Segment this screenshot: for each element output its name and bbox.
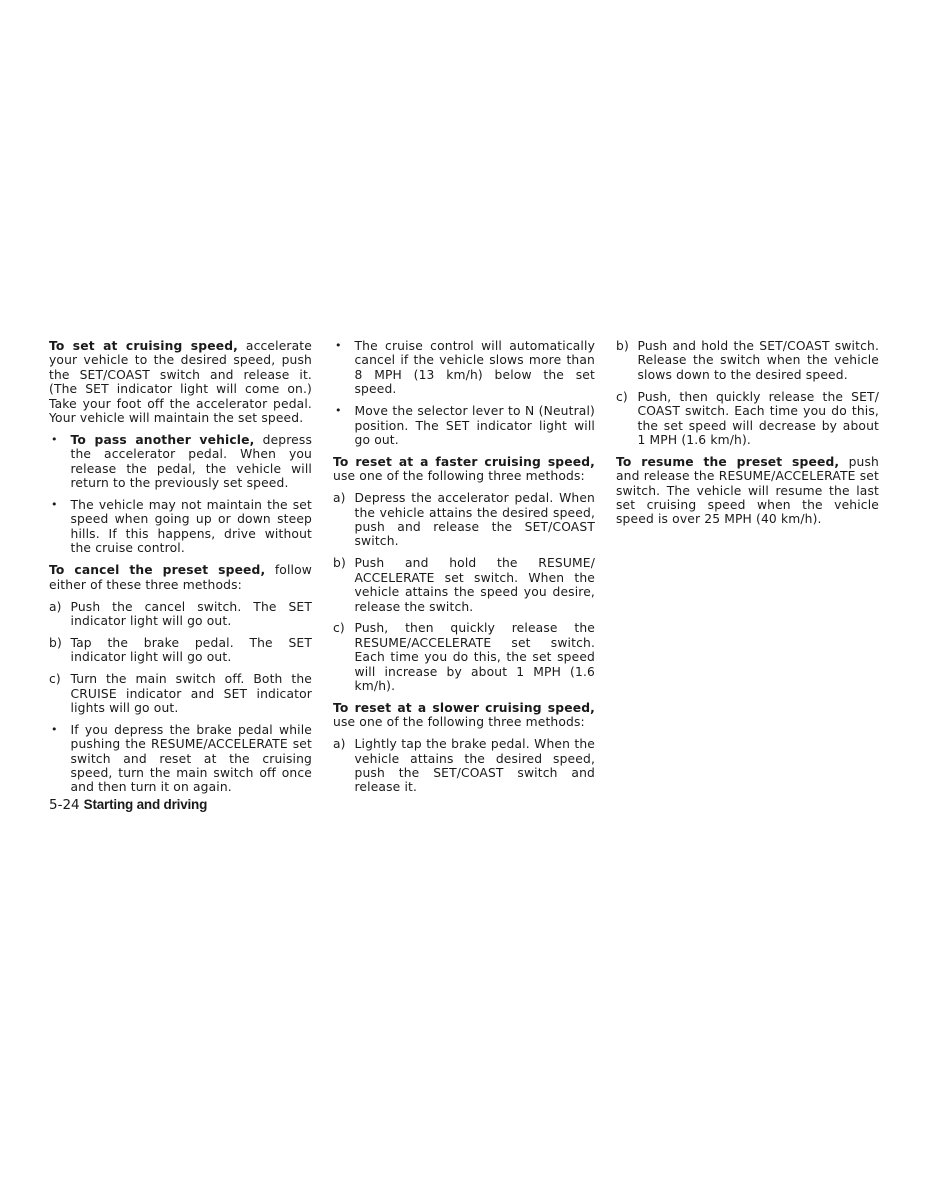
- bullet-text: depress the accelerator pedal. When you release the pedal, the vehicle will return to the previously set speed.: [70, 432, 313, 491]
- list-item-text: Push and hold the SET/COAST switch. Release the switch when the vehicle slows down to the desired speed.: [637, 339, 879, 382]
- bullet-item-selector-lever: [333, 404, 595, 447]
- list-marker: c): [49, 672, 61, 687]
- column-2: [333, 339, 595, 802]
- list-marker: a): [333, 737, 346, 752]
- bullet-text: The cruise control will automatically cancel if the vehicle slows more than 8 MPH (13 km/h) below the set speed.: [354, 339, 595, 397]
- bullet-icon: •: [51, 722, 58, 736]
- list-item-text: Depress the accelerator pedal. When the vehicle attains the desired speed, push and release the SET/COAST switch.: [354, 491, 595, 549]
- list-marker: a): [333, 491, 346, 506]
- list-item-slower-a: [333, 737, 595, 795]
- bullet-text: If you depress the brake pedal while pushing the RESUME/ACCELERATE set switch and reset at the cruising speed, turn the main switch off once and then turn it on again.: [70, 722, 312, 795]
- paragraph-text: push and release the RESUME/ACCELERATE set switch. The vehicle will resume the last set cruising speed when the vehicle speed is over 25 MPH (40 km/h).: [616, 454, 879, 527]
- heading-reset-slower: To reset at a slower cruising speed,: [333, 700, 595, 715]
- list-marker: b): [333, 556, 346, 571]
- bullet-item-auto-cancel: [333, 339, 595, 397]
- paragraph-text: accelerate your vehicle to the desired speed, push the SET/COAST switch and release it. (The SET indicator light will come on.) Take your foot off the accelerator pedal. Your vehicle will maintain the set speed.: [49, 339, 312, 426]
- page-footer: [49, 797, 207, 813]
- list-item-cancel-c: [49, 672, 312, 715]
- list-item-text: Turn the main switch off. Both the CRUISE indicator and SET indicator lights will go out.: [70, 672, 312, 715]
- list-item-text: Tap the brake pedal. The SET indicator light will go out.: [70, 635, 312, 665]
- bullet-icon: •: [51, 432, 58, 446]
- column-1: [49, 339, 312, 802]
- list-item-faster-a: [333, 491, 595, 549]
- column-3: [616, 339, 879, 534]
- heading-cancel-preset-speed: To cancel the preset speed,: [49, 563, 266, 578]
- paragraph-reset-faster: [333, 455, 595, 484]
- heading-pass-vehicle: To pass another vehicle,: [70, 432, 255, 447]
- list-marker: b): [49, 635, 62, 650]
- section-title: Starting and driving: [83, 797, 208, 812]
- heading-resume-preset: To resume the preset speed,: [616, 454, 840, 469]
- list-item-text: Lightly tap the brake pedal. When the vehicle attains the desired speed, push the SET/COAST switch and release it.: [354, 737, 595, 795]
- list-marker: a): [49, 599, 62, 614]
- list-item-text: Push the cancel switch. The SET indicator light will go out.: [70, 599, 312, 628]
- list-item-cancel-a: [49, 600, 312, 629]
- list-item-faster-b: [333, 556, 595, 614]
- list-item-slower-c: [616, 390, 879, 448]
- heading-set-cruising-speed: To set at cruising speed,: [49, 339, 238, 353]
- list-item-faster-c: [333, 621, 595, 693]
- paragraph-text: use one of the following three methods:: [333, 715, 585, 730]
- list-item-text: Push and hold the RESUME/ ACCELERATE set switch. When the vehicle attains the speed you desire, release the switch.: [354, 556, 595, 614]
- bullet-item-steep-hills: [49, 498, 312, 556]
- list-item-text: Push, then quickly release the RESUME/ACCELERATE set switch. Each time you do this, the set speed will increase by about 1 MPH (1.6 km/h).: [354, 621, 595, 694]
- list-marker: c): [333, 621, 345, 636]
- list-item-cancel-b: [49, 636, 312, 665]
- list-marker: c): [616, 389, 628, 404]
- list-item-text: Push, then quickly release the SET/ COAST switch. Each time you do this, the set speed will decrease by about 1 MPH (1.6 km/h).: [637, 389, 879, 447]
- bullet-text: Move the selector lever to N (Neutral) position. The SET indicator light will go out.: [354, 404, 595, 447]
- bullet-icon: •: [335, 339, 342, 352]
- list-item-slower-b: [616, 339, 879, 382]
- list-marker: b): [616, 339, 629, 353]
- heading-reset-faster: To reset at a faster cruising speed,: [333, 454, 595, 469]
- paragraph-set-cruising-speed: [49, 339, 312, 425]
- bullet-item-pass-vehicle: [49, 433, 312, 491]
- paragraph-resume-preset: [616, 455, 879, 527]
- bullet-icon: •: [51, 498, 58, 512]
- paragraph-reset-slower: [333, 701, 595, 730]
- bullet-item-brake-while-resume: [49, 723, 312, 795]
- bullet-text: The vehicle may not maintain the set speed when going up or down steep hills. If this happens, drive without the cruise control.: [70, 498, 312, 556]
- paragraph-text: follow either of these three methods:: [49, 563, 312, 592]
- page-number: 5-24: [49, 797, 80, 813]
- bullet-icon: •: [335, 404, 342, 418]
- paragraph-cancel-preset-speed: [49, 563, 312, 592]
- paragraph-text: use one of the following three methods:: [333, 469, 585, 484]
